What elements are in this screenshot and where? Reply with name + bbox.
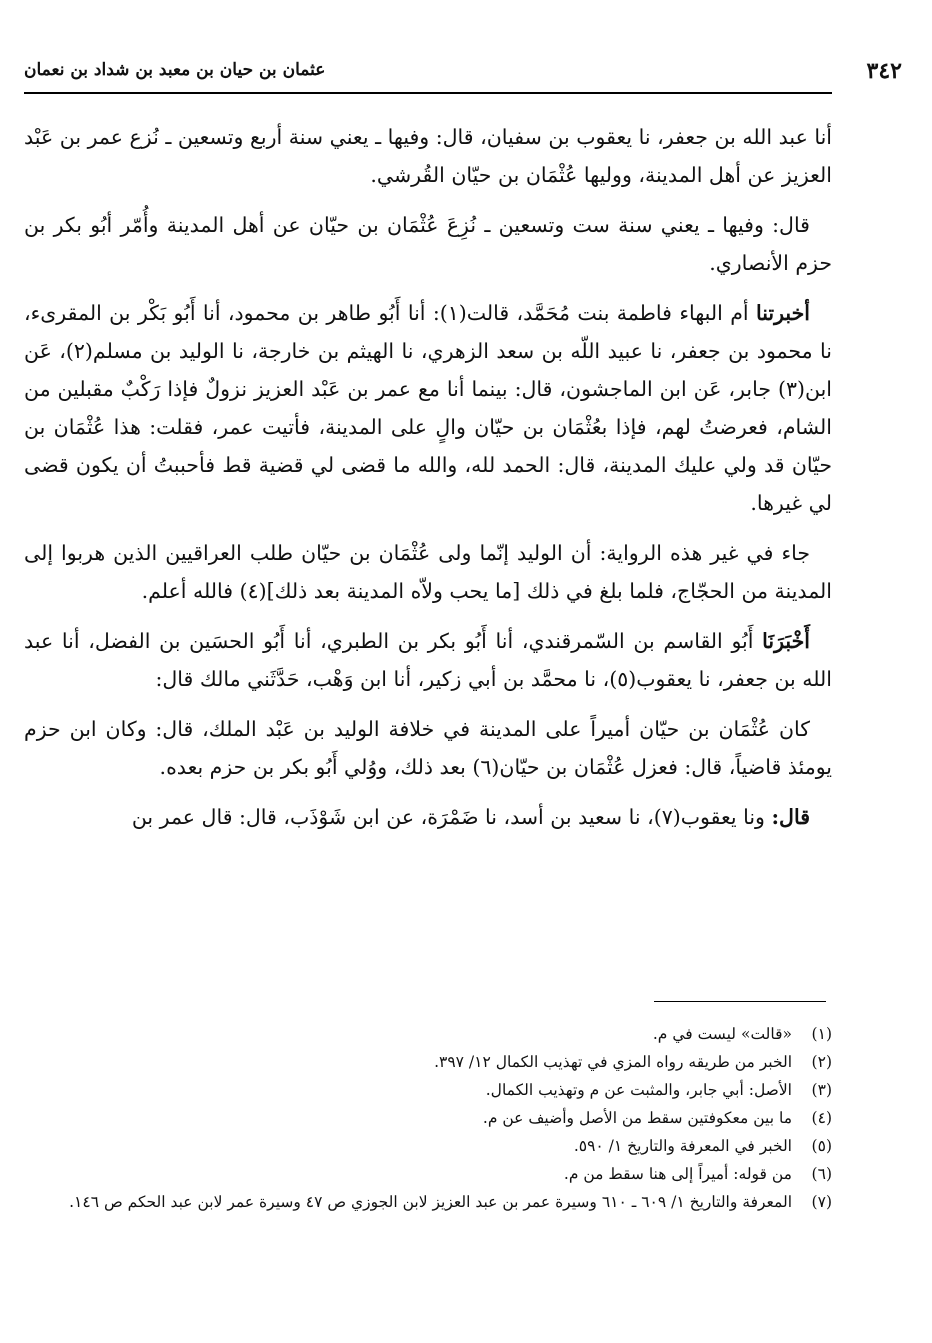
footnote — [24, 1076, 832, 1104]
footnote-text: «قالت» ليست في م. — [652, 1025, 792, 1043]
footnote — [24, 1188, 832, 1216]
footnote-text: الأصل: أبي جابر، والمثبت عن م وتهذيب الكمال. — [485, 1081, 792, 1099]
paragraph-lead: أخبرتنا — [755, 301, 810, 325]
footnote-text: الخبر من طريقه رواه المزي في تهذيب الكمال ١٢/ ٣٩٧. — [434, 1053, 792, 1071]
footnote-number: (٦) — [811, 1165, 832, 1183]
page-header — [24, 58, 902, 94]
paragraph-text: أَبُو القاسم بن السّمرقندي، أنا أَبُو بكر بن الطبري، أنا أَبُو الحسَين بن الفضل، أنا عبد الله بن جعفر، نا يعقوب(٥)، نا محمَّد بن أبي زكير، أنا ابن وَهْب، حَدَّثَني مالك قال: — [24, 629, 832, 691]
paragraph-text: كان عُثْمَان بن حيّان أميراً على المدينة في خلافة الوليد بن عَبْد الملك، قال: وكان ابن حزم يومئذ قاضياً، قال: فعزل عُثْمَان بن حيّان(٦) بعد ذلك، ووُلي أَبُو بكر بن حزم بعده. — [24, 717, 832, 779]
footnotes — [24, 1020, 832, 1216]
footnote — [24, 1020, 832, 1048]
paragraph-text: أم البهاء فاطمة بنت مُحَمَّد، قالت(١): أنا أَبُو طاهر بن محمود، أنا أَبُو بَكْر بن المقرىء، نا محمود بن جعفر، نا عبيد اللّه بن سعد الزهري، نا الهيثم بن خارجة، نا الوليد بن مسلم(٢)، عَن ابن(٣) جابر، عَن ابن الماجشون، قال: بينما أنا مع عمر بن عَبْد العزيز نزولٌ فإذا رَكْبٌ مقبلين من الشام، فعرضتُ لهم، فإذا بعُثْمَان بن حيّان والٍ على المدينة، فأتيت عمر، فقلت: هذا عُثْمَان بن حيّان قد ولي عليك المدينة، قال: الحمد لله، والله ما قضى لي قضية قط فأحببتُ أن يكون قضى لي غيرها. — [24, 301, 833, 515]
paragraph — [24, 294, 832, 522]
footnote — [24, 1048, 832, 1076]
paragraph-text: ونا يعقوب(٧)، نا سعيد بن أسد، نا ضَمْرَة، عن ابن شَوْذَب، قال: قال عمر بن — [131, 805, 765, 829]
footnote-text: ما بين معكوفتين سقط من الأصل وأضيف عن م. — [482, 1109, 792, 1127]
paragraph — [24, 206, 832, 282]
paragraph — [24, 534, 832, 610]
footnote-number: (١) — [811, 1025, 832, 1043]
footnote-number: (٢) — [811, 1053, 832, 1071]
footnote — [24, 1132, 832, 1160]
paragraph-text: أنا عبد الله بن جعفر، نا يعقوب بن سفيان، قال: وفيها ـ يعني سنة أربع وتسعين ـ نُزع عمر بن عَبْد العزيز عن أهل المدينة، ووليها عُثْمَان بن حيّان القُرشي. — [24, 125, 832, 187]
paragraph-lead: أَخْبَرَنَا — [762, 629, 810, 653]
paragraph — [24, 118, 832, 194]
footnote-number: (٥) — [811, 1137, 832, 1155]
running-head: عثمان بن حيان بن معبد بن شداد بن نعمان — [24, 60, 326, 80]
footnote-text: المعرفة والتاريخ ١/ ٦٠٩ ـ ٦١٠ وسيرة عمر بن عبد العزيز لابن الجوزي ص ٤٧ وسيرة عمر لابن عبد الحكم ص ١٤٦. — [69, 1193, 792, 1211]
footnote-divider — [654, 1001, 826, 1002]
paragraph-lead: قال: — [771, 805, 810, 829]
paragraph — [24, 622, 832, 698]
footnote — [24, 1160, 832, 1188]
page-number: ٣٤٢ — [866, 58, 902, 84]
footnote-text: الخبر في المعرفة والتاريخ ١/ ٥٩٠. — [573, 1137, 792, 1155]
main-text — [24, 118, 832, 848]
footnote-number: (٤) — [811, 1109, 832, 1127]
footnote-number: (٣) — [811, 1081, 832, 1099]
footnote-text: من قوله: أميراً إلى هنا سقط من م. — [563, 1165, 792, 1183]
paragraph — [24, 710, 832, 786]
paragraph-text: قال: وفيها ـ يعني سنة ست وتسعين ـ نُزِعَ عُثْمَان بن حيّان عن أهل المدينة وأُمّر أبُو بكر بن حزم الأنصاري. — [24, 213, 832, 275]
footnote — [24, 1104, 832, 1132]
footnote-number: (٧) — [811, 1193, 832, 1211]
paragraph — [24, 798, 832, 836]
paragraph-text: جاء في غير هذه الرواية: أن الوليد إنّما ولى عُثْمَان بن حيّان طلب العراقيين الذين هربوا إلى المدينة من الحجّاج، فلما بلغ في ذلك [ما يحب ولاّه المدينة بعد ذلك](٤) فالله أعلم. — [24, 541, 832, 603]
